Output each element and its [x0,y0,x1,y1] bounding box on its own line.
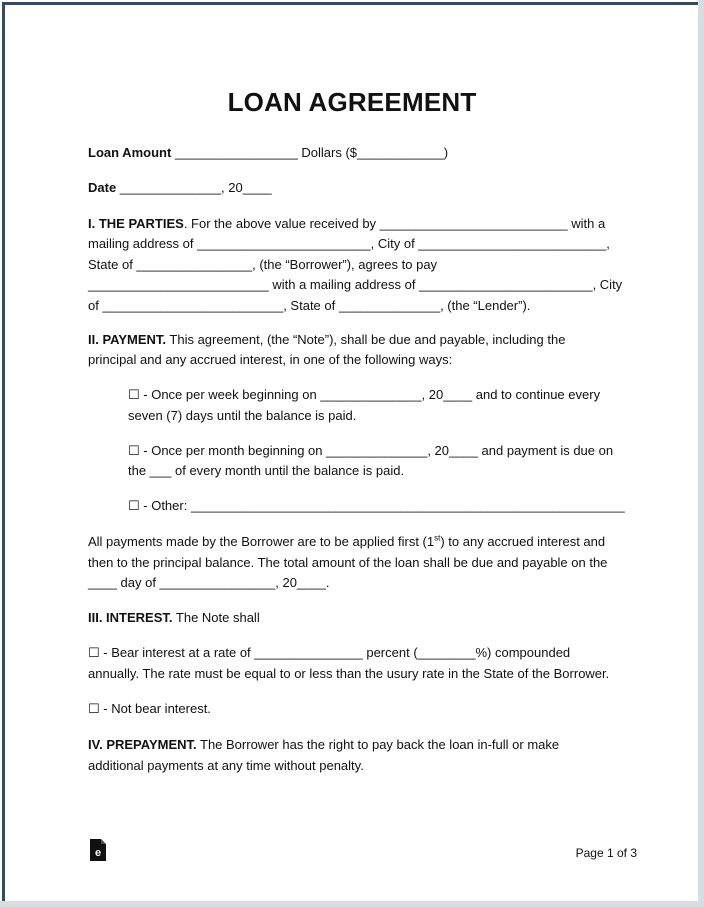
loan-amount-blank: _________________ Dollars ($____________) [171,145,449,160]
loan-amount-line [88,145,448,161]
loan-amount-label: Loan Amount [88,145,172,160]
parties-line-5: of _________________________, State of ______________, (the “Lender”). [88,298,531,313]
payment-applied-line-1 [88,534,605,550]
prepayment-line-1 [88,737,559,753]
payment-option-monthly-cont: the ___ of every month until the balance is paid. [128,463,405,478]
document-title: LOAN AGREEMENT [227,87,477,117]
payment-option-monthly[interactable]: ☐ - Once per month beginning on ______________, 20____ and payment is due on [128,443,614,458]
page-number: Page 1 of 3 [575,846,637,860]
payment-heading: II. PAYMENT. [88,332,167,347]
payment-applied-line-2: then to the principal balance. The total amount of the loan shall be due and payable on the [88,555,608,570]
payment-line-2: principal and any accrued interest, in one of the following ways: [88,352,453,367]
eforms-logo-icon [89,839,107,861]
date-label: Date [88,180,117,195]
prepayment-line-2: additional payments at any time without penalty. [88,758,364,773]
prepayment-text-1: The Borrower has the right to pay back the loan in-full or make [196,737,560,752]
parties-text-1: . For the above value received by __________________________ with a [183,216,606,231]
svg-text:e: e [94,847,102,859]
payment-option-weekly[interactable]: ☐ - Once per week beginning on ______________, 20____ and to continue every [128,387,601,402]
parties-line-1 [88,216,605,232]
date-blank: ______________, 20____ [116,180,272,195]
parties-line-3: State of ________________, (the “Borrower”), agrees to pay [88,257,438,272]
payment-option-other[interactable]: ☐ - Other: ____________________________________________________________ [128,498,625,513]
payment-applied-text-a: All payments made by the Borrower are to be applied first (1 [88,534,435,549]
payment-option-weekly-cont: seven (7) days until the balance is paid. [128,408,357,423]
interest-heading: III. INTEREST. [88,610,173,625]
parties-line-4: _________________________ with a mailing address of ________________________, City [88,277,623,292]
prepayment-heading: IV. PREPAYMENT. [88,737,197,752]
payment-text-1: This agreement, (the “Note”), shall be due and payable, including the [166,332,566,347]
parties-heading: I. THE PARTIES [88,216,184,231]
interest-option-bear[interactable]: ☐ - Bear interest at a rate of _______________ percent (________%) compounded [88,645,571,660]
payment-applied-text-b: ) to any accrued interest and [440,534,606,549]
interest-option-bear-cont: annually. The rate must be equal to or less than the usury rate in the State of the Borrower. [88,666,610,681]
parties-line-2: mailing address of ________________________, City of __________________________, [88,236,610,251]
interest-line-1 [88,610,260,626]
ordinal-superscript: st [434,533,441,543]
payment-line-1 [88,332,565,348]
interest-heading-text: The Note shall [172,610,260,625]
payment-applied-line-3: ____ day of ________________, 20____. [88,575,330,590]
interest-option-not-bear[interactable]: ☐ - Not bear interest. [88,701,211,716]
date-line [88,180,272,196]
